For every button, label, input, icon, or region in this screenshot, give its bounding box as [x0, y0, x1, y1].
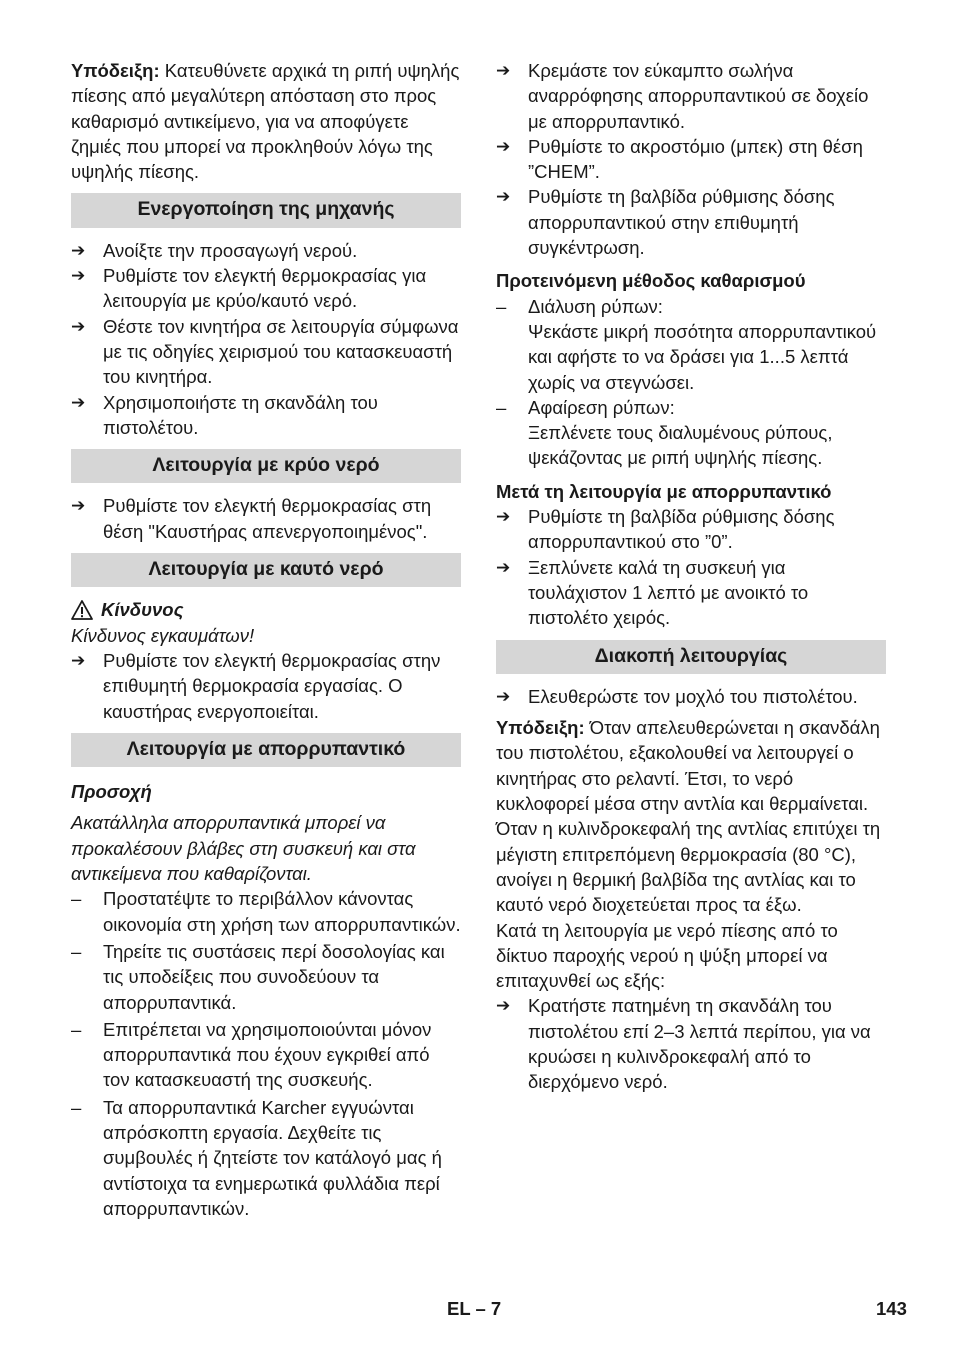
list-item: ➔ Χρησιμοποιήστε τη σκανδάλη του πιστολέτου. — [71, 390, 461, 441]
list-item: – Προστατέψτε το περιβάλλον κάνοντας οικονομία στη χρήση των απορρυπαντικών. — [71, 886, 461, 937]
list-item: ➔ Ελευθερώστε τον μοχλό του πιστολέτου. — [496, 684, 886, 709]
list-item: – Επιτρέπεται να χρησιμοποιούνται μόνον απορρυπαντικά που έχουν εγκριθεί από τον κατασκευαστή της συσκευής. — [71, 1017, 461, 1093]
hint-paragraph — [71, 58, 461, 184]
list-item: ➔ Ρυθμίστε τη βαλβίδα ρύθμισης δόσης απορρυπαντικού στο ”0”. — [496, 504, 886, 555]
after-detergent-heading: Μετά τη λειτουργία με απορρυπαντικό — [496, 480, 832, 502]
hint-text: Κατευθύνετε αρχικά τη ριπή υψηλής πίεσης από μεγαλύτερη απόσταση στο προς καθαρισμό αντικείμενο, για να αποφύγετε ζημιές που μπορεί να προκληθούν λόγω της υψηλής πίεσης. — [71, 60, 460, 183]
footer-language-page — [447, 1298, 501, 1320]
danger-text: Κίνδυνος εγκαυμάτων! — [71, 624, 255, 646]
list-item: ➔ Κρατήστε πατημένη τη σκανδάλη του πιστολέτου επί 2–3 λεπτά περίπου, για να κρυώσει η κυλινδροκεφαλή από το διερχόμενο νερό. — [496, 993, 886, 1094]
page-number: 143 — [876, 1298, 907, 1319]
list-item: ➔ Θέστε τον κινητήρα σε λειτουργία σύμφωνα με τις οδηγίες χειρισμού του κατασκευαστή του κινητήρα. — [71, 314, 461, 390]
left-column — [71, 58, 461, 1221]
list-item: – Τα απορρυπαντικά Karcher εγγυώνται απρόσκοπτη εργασία. Δεχθείτε τις συμβουλές ή ζητείστε τον κατάλογό μας ή αντίστοιχα τα ενημερωτικά φυλλάδια περί απορρυπαντικών. — [71, 1095, 461, 1221]
footer-language: EL — [447, 1298, 471, 1319]
list-item: ➔ Ρυθμίστε τη βαλβίδα ρύθμισης δόσης απορρυπαντικού στην επιθυμητή συγκέντρωση. — [496, 184, 886, 260]
section-title-cold-water: Λειτουργία με κρύο νερό — [71, 449, 461, 483]
section-title-detergent: Λειτουργία με απορρυπαντικό — [71, 733, 461, 767]
list-item: ➔ Ανοίξτε την προσαγωγή νερού. — [71, 238, 461, 263]
method-step-label: – Διάλυση ρύπων: — [496, 294, 886, 319]
hint-label: Υπόδειξη: — [71, 60, 160, 81]
hint-label: Υπόδειξη: — [496, 717, 585, 739]
footer-section-page: – 7 — [475, 1298, 502, 1319]
body-paragraph: Κατά τη λειτουργία με νερό πίεσης από το δίκτυο παροχής νερού η ψύξη μπορεί να επιταχυνθεί ως εξής: — [496, 919, 838, 992]
section-title-shutdown: Διακοπή λειτουργίας — [496, 640, 886, 674]
warning-triangle-icon — [71, 600, 93, 620]
method-step-label: – Αφαίρεση ρύπων: — [496, 395, 886, 420]
method-step-text: Ξεπλένετε τους διαλυμένους ρύπους, ψεκάζοντας με ριπή υψηλής πίεσης. — [528, 422, 833, 469]
method-step-text: Ψεκάστε μικρή ποσότητα απορρυπαντικού και αφήστε το να δράσει για 1...5 λεπτά χωρίς να στεγνώσει. — [528, 320, 877, 393]
hint-text: Όταν απελευθερώνεται η σκανδάλη του πιστολέτου, εξακολουθεί να λειτουργεί ο κινητήρας στο ρελαντί. Έτσι, το νερό κυκλοφορεί μέσα στην αντλία και θερμαίνεται. Όταν η κυλινδροκεφαλή της αντλίας επιτύχει τη μέγιστη επιτρεπόμενη θερμοκρασία (80 °C), ανοίγει η θερμική βαλβίδα της αντλίας και το καυτό νερό διοχετεύεται προς τα έξω. — [496, 717, 881, 916]
right-column — [496, 58, 886, 1095]
caution-text: Ακατάλληλα απορρυπαντικά μπορεί να προκαλέσουν βλάβες στη συσκευή και στα αντικείμενα που καθαρίζονται. — [71, 812, 416, 885]
list-item: ➔ Ξεπλύνετε καλά τη συσκευή για τουλάχιστον 1 λεπτό με ανοικτό το πιστολέτο χειρός. — [496, 555, 886, 631]
danger-label: Κίνδυνος — [101, 599, 184, 621]
list-item: ➔ Ρυθμίστε τον ελεγκτή θερμοκρασίας στη θέση "Καυστήρας απενεργοποιημένος". — [71, 493, 461, 544]
section-title-hot-water: Λειτουργία με καυτό νερό — [71, 553, 461, 587]
danger-heading — [71, 597, 461, 622]
list-item: ➔ Ρυθμίστε το ακροστόμιο (μπεκ) στη θέση ”CHEM”. — [496, 134, 886, 185]
list-item: – Τηρείτε τις συστάσεις περί δοσολογίας και τις υποδείξεις που συνοδεύουν τα απορρυπαντικά. — [71, 939, 461, 1015]
section-title-start-machine: Ενεργοποίηση της μηχανής — [71, 193, 461, 227]
method-heading: Προτεινόμενη μέθοδος καθαρισμού — [496, 270, 806, 292]
list-item: ➔ Ρυθμίστε τον ελεγκτή θερμοκρασίας στην επιθυμητή θερμοκρασία εργασίας. Ο καυστήρας ενεργοποιείται. — [71, 648, 461, 724]
hint-paragraph — [496, 715, 886, 917]
list-item: ➔ Κρεμάστε τον εύκαμπτο σωλήνα αναρρόφησης απορρυπαντικού σε δοχείο με απορρυπαντικό. — [496, 58, 886, 134]
list-item: ➔ Ρυθμίστε τον ελεγκτή θερμοκρασίας για λειτουργία με κρύο/καυτό νερό. — [71, 263, 461, 314]
caution-label: Προσοχή — [71, 781, 152, 803]
